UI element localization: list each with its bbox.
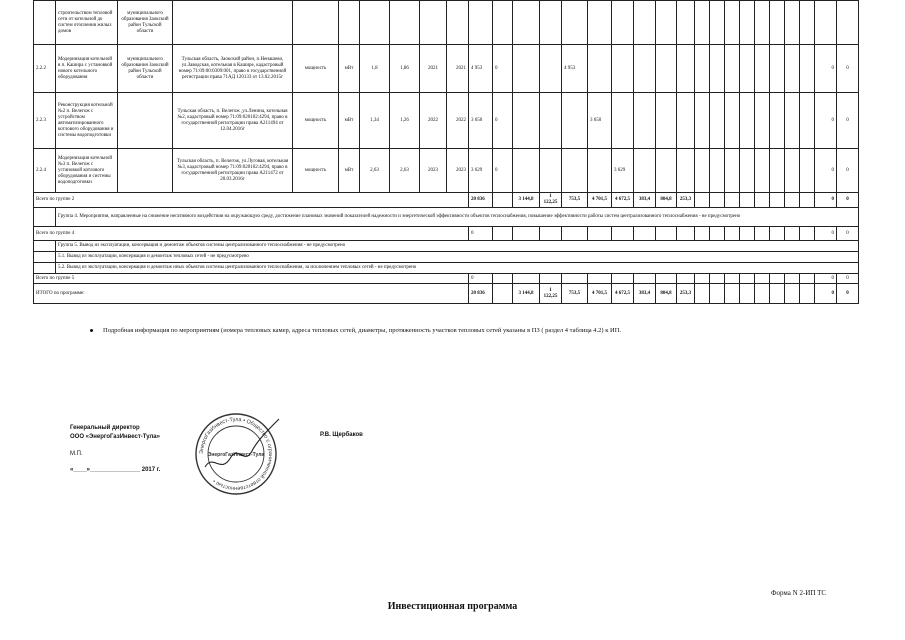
cost-total: 4 953 (469, 45, 493, 93)
cost-zero: 0 (815, 45, 837, 93)
stamp-center-text: ЭнергоГазИнвест-Тула (207, 452, 265, 458)
unit: мВт (339, 149, 360, 193)
table-row (34, 45, 859, 93)
subgroup-row (34, 252, 859, 263)
grand-total-value: 753,5 (562, 284, 588, 304)
indicator: мощность (293, 149, 339, 193)
subgroup-title: 5.1. Вывод из эксплуатации, консервация и демонтаж тепловых сетей - не предусмотрено (56, 252, 859, 263)
customer-name: муниципального образования Заокский район Тульской области (118, 45, 173, 93)
cost-by-year: 3 650 (588, 93, 612, 149)
footnote (90, 327, 621, 334)
group-total-row (34, 274, 859, 284)
grand-total: 20 836 (469, 284, 493, 304)
indicator: мощность (293, 93, 339, 149)
group-total-row (34, 227, 859, 241)
page-title: Инвестиционная программа (387, 601, 518, 612)
company-stamp (191, 409, 281, 499)
cost-zero: 0 (837, 93, 859, 149)
cost-by-year: 4 953 (562, 45, 588, 93)
table-row (34, 93, 859, 149)
customer-name: муниципального образования Заокский район Тульской области (118, 1, 173, 45)
group-total: 0 (469, 227, 493, 241)
year-end: 2022 (447, 93, 469, 149)
signer-position: Генеральный директор (70, 425, 140, 431)
group-total-value: 253,3 (677, 193, 695, 208)
unit: мВт (339, 93, 360, 149)
group-total-value: 753,5 (562, 193, 588, 208)
cost-by-year: 3 629 (612, 149, 634, 193)
year-end: 2021 (447, 45, 469, 93)
unit: мВт (339, 45, 360, 93)
cost-zero: 0 (815, 149, 837, 193)
group-total: 0 (469, 274, 493, 284)
group-total-zero: 0 (837, 274, 859, 284)
grand-total-value: 383,4 (634, 284, 656, 304)
seal-place: М.П. (70, 451, 83, 457)
group-total-zero: 0 (815, 193, 837, 208)
cost-total: 3 629 (469, 149, 493, 193)
group-total-row (34, 193, 859, 208)
measure-code: 2.2.2 (34, 45, 56, 93)
signature-date: «____»_______________ 2017 г. (70, 467, 161, 473)
table-row (34, 149, 859, 193)
year-end: 2023 (447, 149, 469, 193)
group-total-zero: 0 (837, 193, 859, 208)
group-title-row (34, 208, 859, 227)
object-address: Тульская область, п. Велегож, ул.Луговая, котельная №3, кадастровый номер 71:09:020102:4294, право в государственной регистрации права А211472 от 20.03.2016г (173, 149, 293, 193)
grand-total-value: 4 672,5 (612, 284, 634, 304)
grand-total-label: ИТОГО по программе: (34, 284, 469, 304)
group-total-label: Всего по группе 2 (34, 193, 469, 208)
stamp-ring-text: ЭнергоГазИнвест-Тула • Общество с ограниченной ответственностью • (198, 416, 274, 492)
group-total-label: Всего по группе 4 (34, 227, 469, 241)
measure-code: 2.2.3 (34, 93, 56, 149)
cost-zero: 0 (493, 149, 513, 193)
group-total-label: Всего по группе 5 (34, 274, 469, 284)
indicator: мощность (293, 45, 339, 93)
measure-name: строительством тепловой сети от котельной до систем отопления жилых домов (56, 1, 118, 45)
form-code: Форма N 2-ИП ТС (771, 589, 827, 597)
grand-total-zero: 0 (837, 284, 859, 304)
subgroup-title: 5.2. Вывод из эксплуатации, консервация и демонтаж иных объектов системы централизованного теплоснабжения, за исключением тепловых сетей - не предусмотрено (56, 263, 859, 274)
cost-zero: 0 (837, 45, 859, 93)
signer-name: Р.В. Щербаков (320, 432, 363, 438)
group-total-value: 4 701,5 (588, 193, 612, 208)
grand-total-zero: 0 (815, 284, 837, 304)
grand-total-value: 253,3 (677, 284, 695, 304)
footnote-text: Подробная информация по мероприятиям (номера тепловых камер, адреса тепловых сетей, диаметры, протяженность участков тепловых сетей указаны в ПЗ ( раздел 4 таблица 4.2) к ИП. (103, 327, 622, 334)
bullet-icon (90, 329, 93, 332)
investment-table (33, 0, 859, 304)
object-address: Тульская область, Заокский район, п.Ненашево, ул.Заводская, котельная в Кашире, кадастровый номер 71:09:00:0309:001, право в государственной регистрации права 71АД 120133 от 13.02.2015г (173, 45, 293, 93)
group-total-value: 804,8 (656, 193, 677, 208)
measure-code: 2.2.4 (34, 149, 56, 193)
cost-zero: 0 (493, 93, 513, 149)
grand-total-value: 3 144,8 (513, 284, 540, 304)
value-after: 2,63 (390, 149, 420, 193)
group-total-zero: 0 (837, 227, 859, 241)
value-after: 1,86 (390, 45, 420, 93)
signer-company: ООО «ЭнергоГазИнвест-Тула» (70, 434, 160, 440)
group-title: Группа 5. Вывод из эксплуатации, консервация и демонтаж объектов системы централизованного теплоснабжения - не предусмотрено (56, 241, 859, 252)
grand-total-value: 4 701,5 (588, 284, 612, 304)
year-start: 2023 (420, 149, 447, 193)
object-address: Тульская область, п. Велегож ,ул.Ленина, котельная №2, кадастровый номер 71:09:020102:4294, право в государственной регистрации права А211494 от 12.04.2016г (173, 93, 293, 149)
value-before: 1,34 (360, 93, 390, 149)
grand-total-row (34, 284, 859, 304)
group-total-value: 1 122,25 (540, 193, 562, 208)
value-before: 1,8 (360, 45, 390, 93)
year-start: 2021 (420, 45, 447, 93)
cost-zero: 0 (837, 149, 859, 193)
group-title: Группа 4. Мероприятия, направленные на снижение негативного воздействия на окружающую среду, достижение плановых значений показателей надежности и энергетической эффективности объектов теплоснабжения, повышение эффективности работы систем централизованного теплоснабжения - не предусмотрено (56, 208, 859, 227)
grand-total-value: 804,8 (656, 284, 677, 304)
cost-zero: 0 (815, 93, 837, 149)
customer-name (118, 93, 173, 149)
value-after: 1,26 (390, 93, 420, 149)
group-total: 20 836 (469, 193, 493, 208)
measure-name: Модернизация котельной №3 п. Велегож с установкой котлового оборудования и системы водоподготовки (56, 149, 118, 193)
table-row (34, 1, 859, 45)
customer-name (118, 149, 173, 193)
year-start: 2022 (420, 93, 447, 149)
grand-total-value: 1 122,25 (540, 284, 562, 304)
value-before: 2,63 (360, 149, 390, 193)
group-total-value: 3 144,8 (513, 193, 540, 208)
group-total-zero: 0 (815, 274, 837, 284)
cost-zero: 0 (493, 45, 513, 93)
group-title-row (34, 241, 859, 252)
group-total-value: 4 672,5 (612, 193, 634, 208)
subgroup-row (34, 263, 859, 274)
group-total-zero: 0 (815, 227, 837, 241)
measure-name: Реконструкция котельной №2 п. Велегож с устройством автоматизированного котлового оборудования и системы водоподготовки (56, 93, 118, 149)
cost-total: 3 650 (469, 93, 493, 149)
measure-name: Модернизация котельной в п. Кашира с установкой нового котельного оборудования (56, 45, 118, 93)
group-total-value: 383,4 (634, 193, 656, 208)
